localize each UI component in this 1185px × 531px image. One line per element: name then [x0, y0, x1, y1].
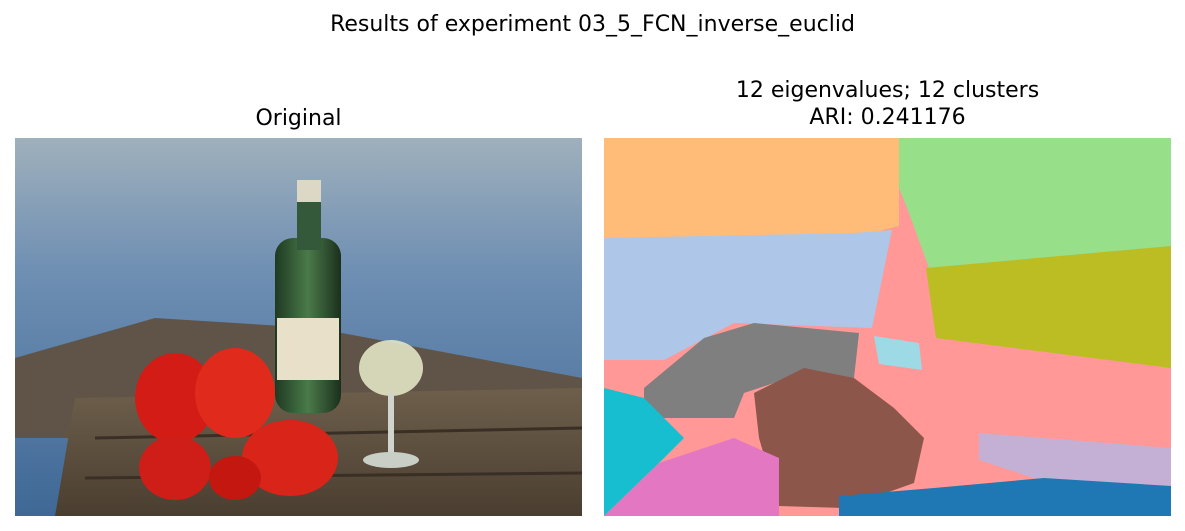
segmentation-title-line-2: ARI: 0.241176	[809, 105, 966, 130]
original-image	[15, 138, 582, 516]
wine-glass	[359, 340, 423, 396]
segmentation-panel-title	[604, 77, 1171, 131]
lobster-claw	[139, 436, 211, 500]
segment-green	[899, 138, 1171, 268]
segmentation-title-line-1: 12 eigenvalues; 12 clusters	[735, 78, 1040, 103]
segmentation-map-svg	[604, 138, 1171, 516]
original-panel-title: Original	[255, 106, 342, 131]
segment-orange	[604, 138, 899, 238]
wine-bottle-cap	[297, 180, 321, 202]
wine-glass-base	[363, 452, 419, 468]
wine-glass-stem	[388, 393, 394, 455]
original-photo-svg	[15, 138, 582, 516]
lobster-claw	[209, 456, 261, 500]
wine-bottle-label	[277, 318, 339, 380]
lobster	[195, 348, 275, 438]
figure-title: Results of experiment 03_5_FCN_inverse_euclid	[330, 12, 855, 37]
segmentation-image	[604, 138, 1171, 516]
